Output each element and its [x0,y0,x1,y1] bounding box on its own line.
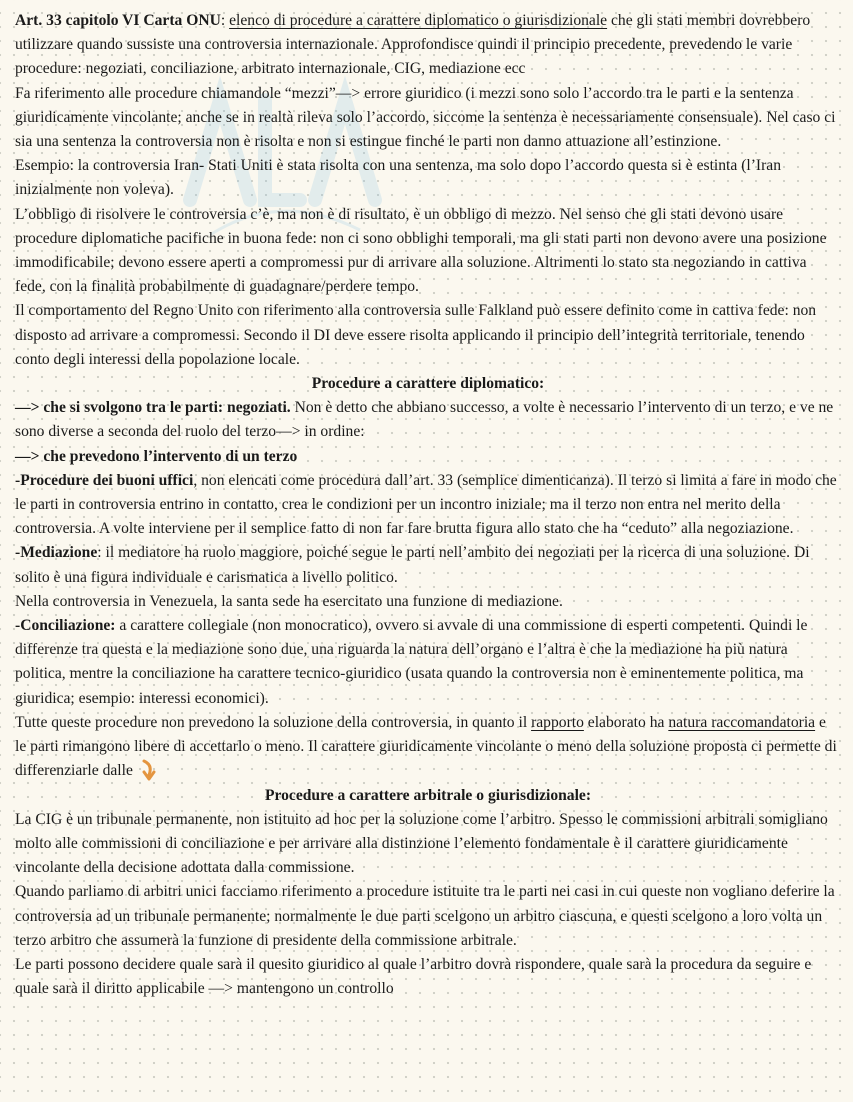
document-page [15,9,841,1001]
curved-arrow-icon [139,759,159,783]
paragraph-mediazione: -Mediazione: il mediatore ha ruolo maggiore, poiché segue le parti nell’ambito dei negoziati per la ricerca di una soluzione. Di solito è una figura individuale e carismatica a livello politico. [15,544,810,586]
paragraph-cig: La CIG è un tribunale permanente, non istituito ad hoc per la soluzione come l’arbitro. Spesso le commissioni arbitrali somigliano molto alle commissioni di conciliazione e per arrivare alla distinzione l’elemento fondamentale è il carattere giuridicamente vincolante della decisione adottata dalla commissione. [15,810,828,877]
paragraph-negoziati: —> che si svolgono tra le parti: negoziati. Non è detto che abbiano successo, a volte è necessario l’intervento di un terzo, e ve ne sono diverse a seconda del ruolo del terzo—> in ordine: [15,399,834,441]
paragraph-controllo: Le parti possono decidere quale sarà il quesito giuridico al quale l’arbitro dovrà rispondere, quale sarà la procedura da seguire e quale sarà il diritto applicabile —> mantengono un controllo [15,955,812,998]
paragraph-esempio: Esempio: la controversia Iran- Stati Uniti è stata risolta con una sentenza, ma solo dopo l’accordo questa si è estinta (l’Iran inizialmente non voleva). [15,157,782,199]
paragraph-venezuela: Nella controversia in Venezuela, la santa sede ha esercitato una funzione di mediazione. [15,592,563,610]
paragraph-terzo: —> che prevedono l’intervento di un terzo [15,447,298,465]
paragraph-obbligo: L’obbligo di risolvere le controversia c’è, ma non è di risultato, è un obbligo di mezzo. Nel senso che gli stati devono usare procedure diplomatiche pacifiche in buona fede: non ci sono obblighi temporali, ma gli stati parti non devono avere una posizione immodificabile; devono essere aperti a compromessi pur di arrivare alla soluzione. Altrimenti lo stato sta negoziando in cattiva fede, con la finalità probabilmente di guadagnare/perdere tempo. [15,205,827,296]
underlined-phrase: elenco di procedure a carattere diplomatico o giurisdizionale [229,12,608,29]
paragraph-conciliazione: -Conciliazione: a carattere collegiale (non monocratico), ovvero si avvale di una commissione di esperti competenti. Quindi le differenze tra questa e la mediazione sono due, una riguarda la natura dell’organo e l’altra è che la mediazione ha più natura politica, mentre la conciliazione ha carattere tecnico-giuridico (usata quando la controversia non è eminentemente politica, ma giuridica; esempio: interessi economici). [15,617,808,707]
paragraph-art33: Art. 33 capitolo VI Carta ONU: elenco di procedure a carattere diplomatico o giurisdizionale che gli stati membri dovrebbero utilizzare quando sussiste una controversia internazionale. Approfondisce quindi il principio precedente, prevedendo le varie procedure: negoziati, conciliazione, arbitrato internazionale, CIG, mediazione ecc [15,12,811,78]
paragraph-raccomandatoria: Tutte queste procedure non prevedono la soluzione della controversia, in quanto il rapporto elaborato ha natura raccomandatoria e le parti rimangono libere di accettarlo o meno. Il carattere giuridicamente vincolante o meno della soluzione proposta ci permette di differenziarle dalle [15,711,841,784]
heading-arbitral: Procedure a carattere arbitrale o giurisdizionale: [264,786,592,804]
paragraph-buoni-uffici: -Procedure dei buoni uffici, non elencati come procedura dall’art. 33 (semplice dimenticanza). Il terzo si limita a fare in modo che le parti in controversia entrino in contatto, crea le condizioni per un incontro iniziale; ma il terzo non entra nel merito della controversia. A volte interviene per il semplice fatto di non far fare brutta figura allo stato che ha “ceduto” alla negoziazione. [15,471,837,538]
heading-diplomatic: Procedure a carattere diplomatico: [311,375,545,393]
paragraph-falkland: Il comportamento del Regno Unito con riferimento alla controversia sulle Falkland può essere definito come in cattiva fede: non disposto ad arrivare a compromessi. Secondo il DI deve essere risolta applicando il principio dell’integrità territoriale, tenendo conto degli interessi della popolazione locale. [15,302,817,368]
paragraph-arbitri: Quando parliamo di arbitri unici facciamo riferimento a procedure istituite tra le parti nei casi in cui queste non vogliano deferire la controversia ad un tribunale permanente; normalmente le due parti scelgono un arbitro ciascuna, e questi scelgono a loro volta un terzo arbitro che assumerà la funzione di presidente della commissione arbitrale. [15,883,835,949]
paragraph-mezzi: Fa riferimento alle procedure chiamandole “mezzi”—> errore giuridico (i mezzi sono solo l’accordo tra le parti e la sentenza giuridicamente vincolante; anche se in realtà rileva solo l’accordo, siccome la sentenza è necessariamente consensuale). Nel caso ci sia una sentenza la controversia non è risolta e non si estingue finché le parti non danno attuazione all’estinzione. [15,84,836,151]
